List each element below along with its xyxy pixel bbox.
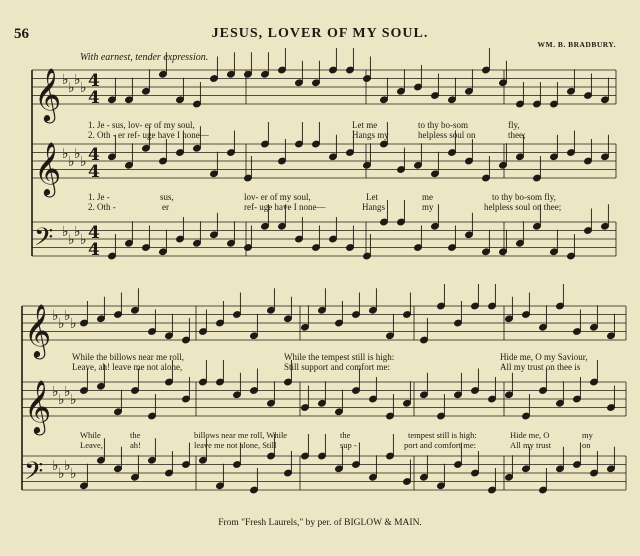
s2-alto-v1-e: tempest still is high: (408, 430, 477, 440)
flat-icon: ♭ (80, 154, 87, 170)
treble-clef-icon: 𝄞 (34, 141, 62, 195)
flat-icon: ♭ (68, 154, 75, 170)
s1-alto-v2-c: ref- uge have I none— (244, 202, 326, 212)
s1-soprano-v2-b: Hangs my (352, 130, 389, 140)
s1-soprano-v2-c: helpless soul on (418, 130, 476, 140)
flat-icon: ♭ (70, 392, 77, 408)
s1-soprano-v2-d: thee; (508, 130, 526, 140)
s2-alto-v2-d: sup - (340, 440, 357, 450)
s1-alto-v2-e: my (422, 202, 434, 212)
page-number: 56 (14, 26, 29, 42)
bass-clef-icon: 𝄢 (24, 457, 44, 492)
s2-alto-v1-d: the (340, 430, 351, 440)
hymn-title: JESUS, LOVER OF MY SOUL. (211, 26, 429, 41)
flat-icon: ♭ (58, 466, 65, 482)
expression-marking: With earnest, tender expression. (80, 52, 209, 63)
flat-icon: ♭ (52, 308, 59, 324)
s2-alto-v2-f: All my trust (510, 440, 552, 450)
treble-clef-icon: 𝄞 (24, 303, 52, 357)
s2-alto-v2-g: on (582, 440, 591, 450)
s1-soprano-v1-c: to thy bo-som (418, 120, 469, 130)
s2-alto-v1-b: the (130, 430, 141, 440)
flat-icon: ♭ (62, 72, 69, 88)
s1-alto-v1-f: to thy bo-som fly, (492, 192, 556, 202)
s1-alto-v2-a: 2. Oth - (88, 202, 116, 212)
flat-icon: ♭ (68, 80, 75, 96)
time-signature-bottom: 4 (88, 240, 100, 260)
flat-icon: ♭ (70, 466, 77, 482)
s2-alto-v1-a: While (80, 430, 101, 440)
s1-soprano-v1-b: Let me (352, 120, 378, 130)
flat-icon: ♭ (58, 316, 65, 332)
time-signature-top: 4 (88, 71, 100, 91)
s2-alto-v2-a: Leave, (80, 440, 103, 450)
s1-alto-v2-f: helpless soul on thee; (484, 202, 562, 212)
time-signature-top: 4 (88, 223, 100, 243)
s2-soprano-v2-a: Leave, ah! leave me not alone, (72, 362, 183, 372)
s1-soprano-v1-d: fly, (508, 120, 520, 130)
flat-icon: ♭ (74, 72, 81, 88)
time-signature-bottom: 4 (88, 88, 100, 108)
s1-alto-v1-d: Let (366, 192, 378, 202)
s2-alto-v2-e: port and comfort me: (404, 440, 476, 450)
flat-icon: ♭ (80, 232, 87, 248)
s2-alto-v1-f: Hide me, O (510, 430, 550, 440)
treble-clef-icon: 𝄞 (34, 67, 62, 121)
flat-icon: ♭ (58, 392, 65, 408)
flat-icon: ♭ (74, 146, 81, 162)
s2-alto-v2-b: ah! (130, 440, 141, 450)
s2-alto-v2-c: leave me not alone, Still (194, 440, 277, 450)
s1-alto-v1-b: sus, (160, 192, 174, 202)
s1-alto-v1-c: lov- er of my soul, (244, 192, 311, 202)
flat-icon: ♭ (70, 316, 77, 332)
flat-icon: ♭ (68, 232, 75, 248)
flat-icon: ♭ (64, 308, 71, 324)
flat-icon: ♭ (64, 458, 71, 474)
flat-icon: ♭ (52, 458, 59, 474)
flat-icon: ♭ (52, 384, 59, 400)
s2-alto-v1-g: my (582, 430, 593, 440)
time-signature-bottom: 4 (88, 162, 100, 182)
treble-clef-icon: 𝄞 (24, 379, 52, 433)
s1-alto-v2-d: Hangs (362, 202, 385, 212)
s1-alto-v2-b: er (162, 202, 169, 212)
s1-alto-v1-e: me (422, 192, 433, 202)
s2-alto-v1-c: billows near me roll, While (194, 430, 288, 440)
credit-line: From "Fresh Laurels," by per. of BIGLOW & MAIN. (218, 518, 422, 528)
s2-soprano-v1-c: Hide me, O my Saviour, (500, 352, 588, 362)
s1-soprano-v2-a: 2. Oth - er ref- uge have I none— (88, 130, 209, 140)
s1-alto-v1-a: 1. Je - (88, 192, 110, 202)
flat-icon: ♭ (62, 146, 69, 162)
flat-icon: ♭ (62, 224, 69, 240)
flat-icon: ♭ (74, 224, 81, 240)
s2-soprano-v2-c: All my trust on thee is (500, 362, 581, 372)
s2-soprano-v1-a: While the billows near me roll, (72, 352, 184, 362)
flat-icon: ♭ (80, 80, 87, 96)
bass-clef-icon: 𝄢 (34, 223, 54, 258)
s1-soprano-v1-a: 1. Je - sus, lov- er of my soul, (88, 120, 195, 130)
flat-icon: ♭ (64, 384, 71, 400)
time-signature-top: 4 (88, 145, 100, 165)
s2-soprano-v1-b: While the tempest still is high: (284, 352, 395, 362)
s2-soprano-v2-b: Still support and comfort me: (284, 362, 390, 372)
composer-name: WM. B. BRADBURY. (537, 40, 616, 49)
